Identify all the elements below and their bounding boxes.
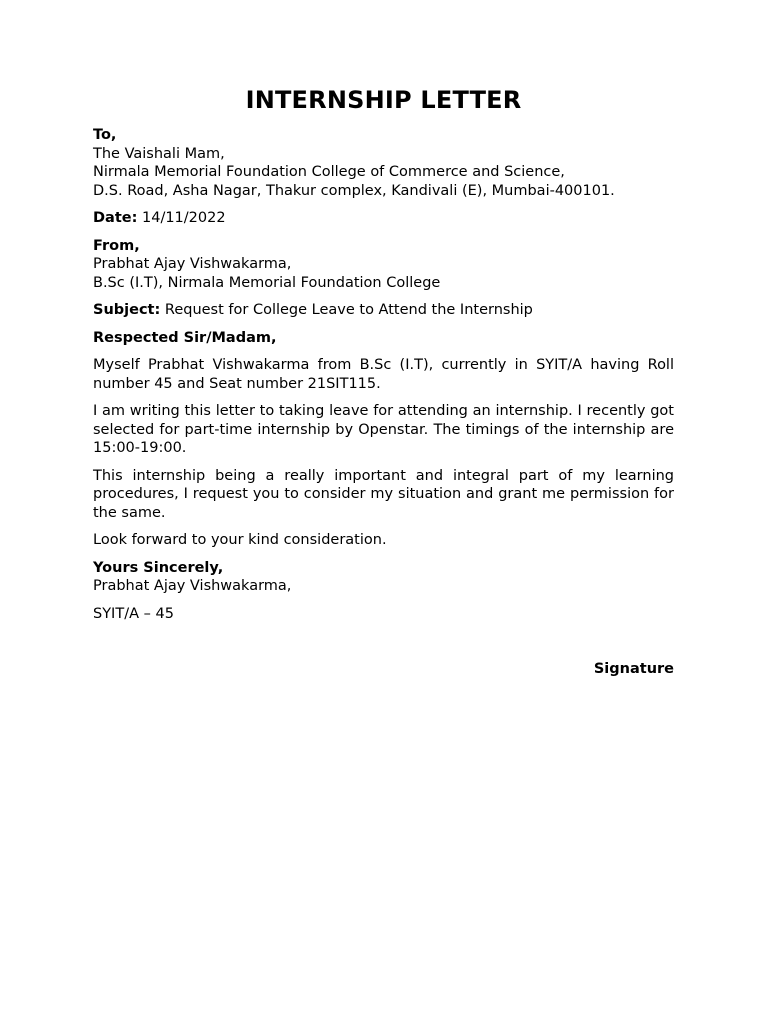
body-paragraph: This internship being a really important and integral part of my learning procedures, I request you to consider my situation and grant me permission for the same. <box>93 467 674 521</box>
closing-name: Prabhat Ajay Vishwakarma, <box>93 578 292 594</box>
sender-course: B.Sc (I.T), Nirmala Memorial Foundation College <box>93 274 441 291</box>
recipient-label: To, <box>93 127 117 143</box>
subject-label: Subject: <box>93 302 161 318</box>
recipient-institution: Nirmala Memorial Foundation College of Commerce and Science, <box>93 164 565 180</box>
salutation: Respected Sir/Madam, <box>93 329 277 346</box>
body-paragraph: I am writing this letter to taking leave for attending an internship. I recently got selected for part-time internship by Openstar. The timings of the internship are 15:00-19:00. <box>93 403 674 456</box>
letter-page <box>93 84 674 679</box>
closing-label: Yours Sincerely, <box>93 559 224 576</box>
sender-label: From, <box>93 237 140 254</box>
sender-name: Prabhat Ajay Vishwakarma, <box>93 256 292 272</box>
body-paragraph: Myself Prabhat Vishwakarma from B.Sc (I.T), currently in SYIT/A having Roll number 45 and Seat number 21SIT115. <box>93 357 674 392</box>
subject-line <box>93 301 674 320</box>
body-paragraph: Look forward to your kind consideration. <box>93 532 387 548</box>
recipient-address: D.S. Road, Asha Nagar, Thakur complex, Kandivali (E), Mumbai-400101. <box>93 182 615 199</box>
date-value: 14/11/2022 <box>142 210 226 226</box>
letter-title: INTERNSHIP LETTER <box>245 86 522 114</box>
date-line <box>93 209 674 228</box>
sender-block <box>93 237 674 293</box>
recipient-name: The Vaishali Mam, <box>93 145 225 162</box>
closing-class-roll: SYIT/A – 45 <box>93 605 174 622</box>
signature-label: Signature <box>593 661 674 677</box>
closing-block <box>93 559 674 624</box>
date-label: Date: <box>93 210 138 226</box>
recipient-block <box>93 126 674 200</box>
subject-value: Request for College Leave to Attend the Internship <box>164 302 533 318</box>
